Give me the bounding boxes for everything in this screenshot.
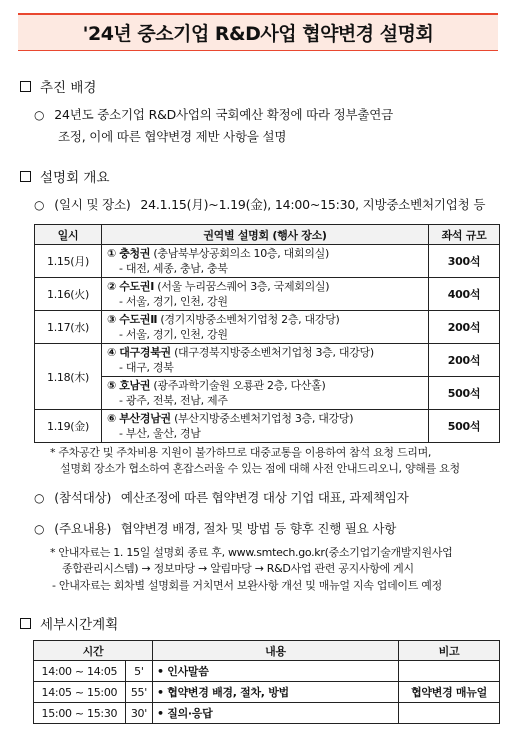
material-note-line2: 종합관리시스템) → 정보마당 → 알림마당 → R&D사업 관련 공지사항에 게시 — [62, 562, 414, 575]
section-heading-background: 추진 배경 — [20, 76, 96, 96]
background-text-line1: ○ 24년도 중소기업 R&D사업의 국회예산 확정에 따라 정부출연금 — [34, 107, 394, 122]
timetable — [33, 640, 500, 724]
table-row: 1.16(火) ② 수도권Ⅰ (서울 누리꿈스퀘어 3층, 국제회의실) - 서울, 경기, 인천, 강원 400석 — [35, 278, 500, 311]
bullet-circle-icon: ○ — [34, 522, 45, 536]
material-note-line1: * 안내자료는 1. 15일 설명회 종료 후, www.smtech.go.kr(중소기업기술개발지원사업 — [50, 546, 453, 559]
table-header: 시간 — [34, 641, 153, 661]
table-header: 내용 — [153, 641, 399, 661]
bullet-circle-icon: ○ — [34, 491, 45, 505]
background-text-line2: 조정, 이에 따른 협약변경 제반 사항을 설명 — [58, 129, 287, 144]
table-row: 1.19(金) ⑥ 부산경남권 (부산지방중소벤처기업청 3층, 대강당) - 부산, 울산, 경남 500석 — [35, 410, 500, 443]
checkbox-square-icon — [20, 618, 31, 629]
schedule-line: ○ (일시 및 장소) 24.1.15(月)~1.19(金), 14:00~15:30, 지방중소벤처기업청 등 — [34, 197, 486, 212]
section-heading-timetable: 세부시간계획 — [20, 613, 118, 633]
checkbox-square-icon — [20, 171, 31, 182]
material-note-line3: - 안내자료는 회차별 설명회를 거치면서 보완사항 개선 및 매뉴얼 지속 업데이트 예정 — [52, 579, 442, 592]
table-header: 권역별 설명회 (행사 장소) — [102, 225, 429, 245]
title-banner — [18, 13, 498, 51]
table-row: 14:05 ~ 15:00 55' • 협약변경 배경, 절차, 방법 협약변경 매뉴얼 — [34, 682, 500, 703]
table-row: 14:00 ~ 14:05 5' • 인사말씀 — [34, 661, 500, 682]
checkbox-square-icon — [20, 81, 31, 92]
bullet-circle-icon: ○ — [34, 198, 45, 212]
target-line: ○ (참석대상) 예산조정에 따른 협약변경 대상 기업 대표, 과제책임자 — [34, 490, 409, 505]
table-row: ⑤ 호남권 (광주과학기술원 오룡관 2층, 다산홀) - 광주, 전북, 전남, 제주 500석 — [35, 377, 500, 410]
venue-table — [34, 224, 500, 443]
content-line: ○ (주요내용) 협약변경 배경, 절차 및 방법 등 향후 진행 필요 사항 — [34, 521, 397, 536]
parking-note-line1: * 주차공간 및 주차비용 지원이 불가하므로 대중교통을 이용하여 참석 요청 드리며, — [50, 446, 432, 459]
parking-note-line2: 설명회 장소가 협소하여 혼잡스러울 수 있는 점에 대해 사전 안내드리오니, 양해를 요청 — [60, 462, 460, 475]
table-header: 좌석 규모 — [429, 225, 500, 245]
table-header: 비고 — [399, 641, 500, 661]
table-row: 1.18(木) ④ 대구경북권 (대구경북지방중소벤처기업청 3층, 대강당) - 대구, 경북 200석 — [35, 344, 500, 377]
section-heading-overview: 설명회 개요 — [20, 166, 110, 186]
bullet-circle-icon: ○ — [34, 108, 45, 122]
table-row: 15:00 ~ 15:30 30' • 질의·응답 — [34, 703, 500, 724]
table-row: 1.17(水) ③ 수도권Ⅱ (경기지방중소벤처기업청 2층, 대강당) - 서울, 경기, 인천, 강원 200석 — [35, 311, 500, 344]
table-row: 1.15(月) ① 충청권 (충남북부상공회의소 10층, 대회의실) - 대전, 세종, 충남, 충북 300석 — [35, 245, 500, 278]
table-header: 일시 — [35, 225, 102, 245]
page-title: '24년 중소기업 R&D사업 협약변경 설명회 — [82, 23, 434, 45]
